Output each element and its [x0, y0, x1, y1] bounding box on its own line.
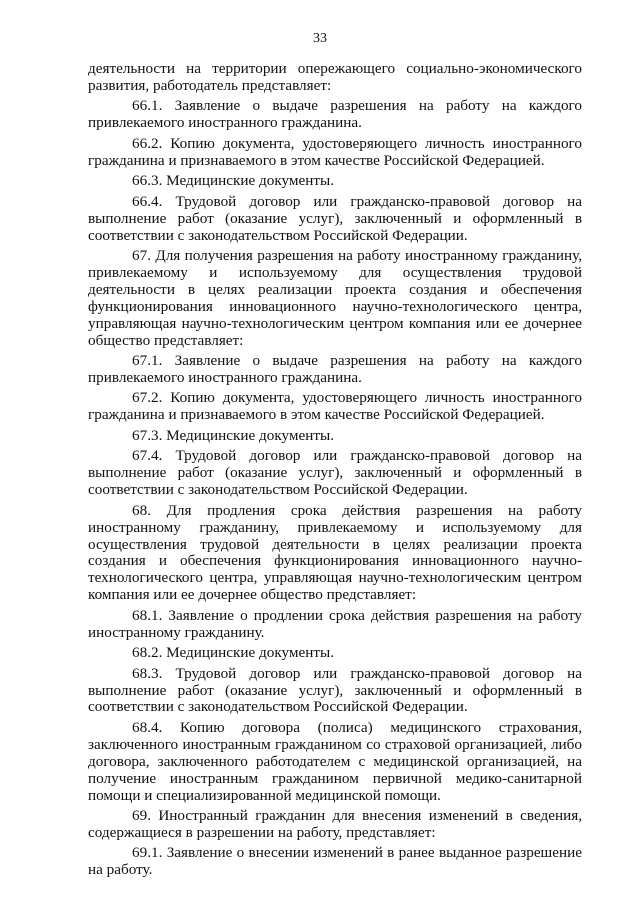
paragraph: 69. Иностранный гражданин для внесения изменений в сведения, содержащиеся в разрешении на работу, представляет: [88, 807, 582, 841]
paragraph: 66.2. Копию документа, удостоверяющего личность иностранного гражданина и признаваемого в этом качестве Российской Федерацией. [88, 134, 582, 169]
paragraph: 67.1. Заявление о выдаче разрешения на работу на каждого привлекаемого иностранного гражданина. [88, 352, 582, 386]
page-number: 33 [313, 31, 327, 46]
paragraph: 68.2. Медицинские документы. [132, 644, 335, 662]
paragraph: деятельности на территории опережающего социально-экономического развития, работодатель представляет: [88, 60, 582, 94]
paragraph: 66.3. Медицинские документы. [132, 172, 335, 190]
paragraph: 66.4. Трудовой договор или гражданско-правовой договор на выполнение работ (оказание услуг), заключенный и оформленный в соответствии с законодательством Российской Федерации. [88, 192, 582, 244]
paragraph: 67.2. Копию документа, удостоверяющего личность иностранного гражданина и признаваемого в этом качестве Российской Федерацией. [88, 389, 582, 424]
paragraph: 68.4. Копию договора (полиса) медицинского страхования, заключенного иностранным гражданином со страховой организацией, либо договора, заключенного работодателем с медицинской организацией, на получение иностранным гражданином первичной медико-санитарной помощи и специализированной медицинской помощи. [88, 718, 582, 804]
body-text [88, 61, 582, 883]
paragraph: 66.1. Заявление о выдаче разрешения на работу на каждого привлекаемого иностранного гражданина. [88, 97, 582, 132]
paragraph: 69.1. Заявление о внесении изменений в ранее выданное разрешение на работу. [88, 844, 582, 879]
paragraph: 67.3. Медицинские документы. [132, 426, 335, 444]
paragraph: 68.1. Заявление о продлении срока действия разрешения на работу иностранному гражданину. [88, 606, 582, 641]
paragraph: 68. Для продления срока действия разрешения на работу иностранному гражданину, привлекаемому и используемому для осуществления трудовой деятельности в целях реализации проекта создания и обеспечения функционирования инновационного научно-технологического центра, управляющая научно-технологическим центром компания или ее дочернее общество представляет: [88, 501, 582, 604]
paragraph: 67. Для получения разрешения на работу иностранному гражданину, привлекаемому и используемому для осуществления трудовой деятельности в целях реализации проекта создания и обеспечения функционирования инновационного научно-технологического центра, управляющая научно-технологическим центром компания или ее дочернее общество представляет: [88, 247, 582, 349]
paragraph: 67.4. Трудовой договор или гражданско-правовой договор на выполнение работ (оказание услуг), заключенный и оформленный в соответствии с законодательством Российской Федерации. [88, 447, 582, 499]
paragraph: 68.3. Трудовой договор или гражданско-правовой договор на выполнение работ (оказание услуг), заключенный и оформленный в соответствии с законодательством Российской Федерации. [88, 664, 582, 716]
